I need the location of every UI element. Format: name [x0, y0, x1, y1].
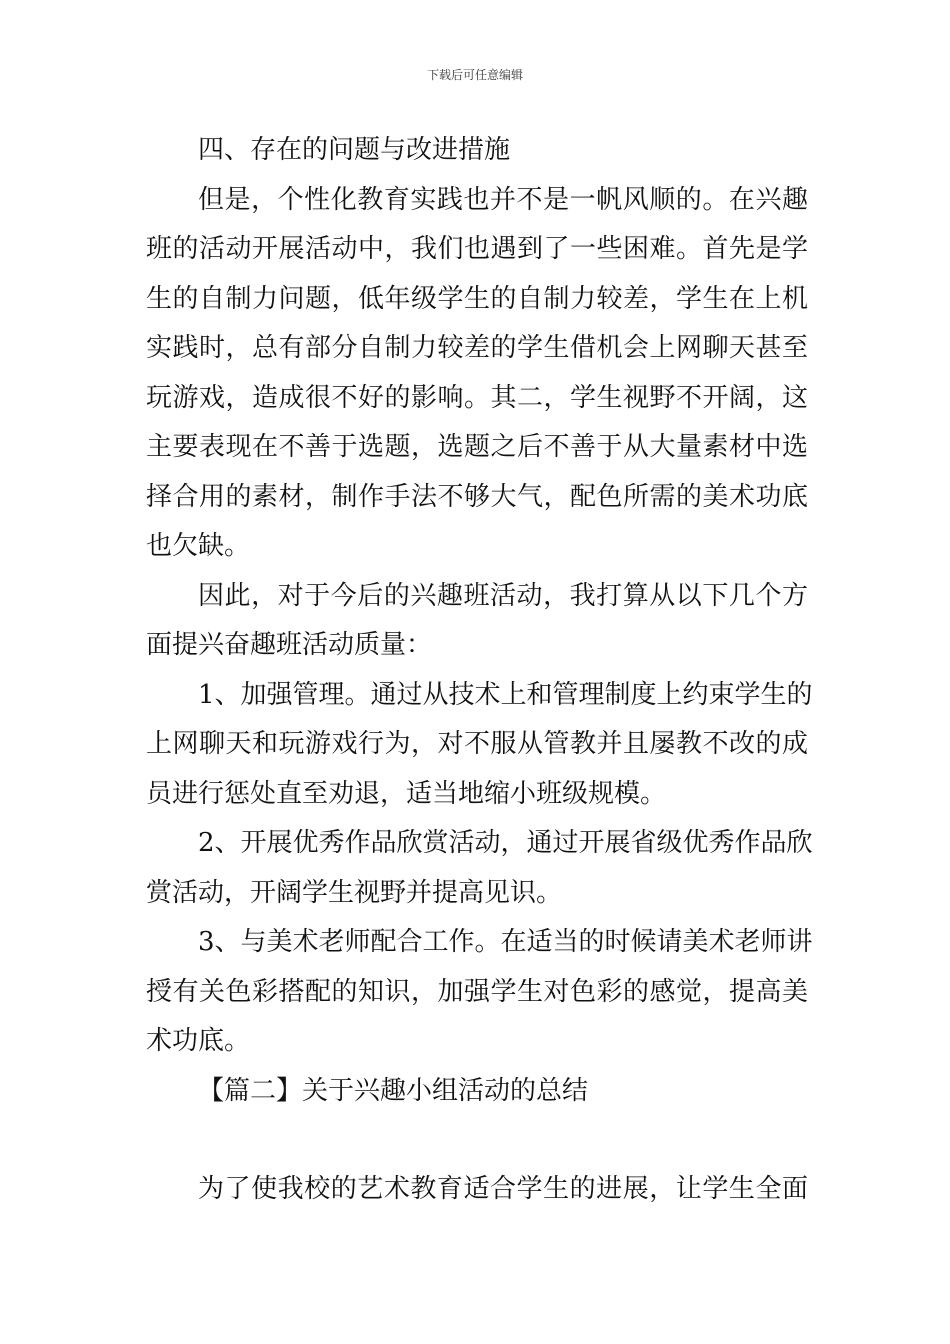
- paragraph-line: 术功底。: [146, 1026, 251, 1056]
- paragraph-line: 赏活动，开阔学生视野并提高见识。: [146, 877, 563, 908]
- paragraph-line: 1、加强管理。通过从技术上和管理制度上约束学生的: [198, 679, 813, 710]
- paragraph-line: 也欠缺。: [146, 531, 251, 561]
- list-item-management: [146, 675, 813, 824]
- page-header: 下载后可任意编辑: [426, 68, 523, 82]
- paragraph-line: 择合用的素材，制作手法不够大气，配色所需的美术功底: [146, 481, 808, 512]
- paragraph-line: 玩游戏，造成很不好的影响。其二，学生视野不开阔，这: [146, 382, 808, 413]
- part-two-heading: 【篇二】关于兴趣小组活动的总结: [198, 1075, 589, 1106]
- paragraph-line: 为了使我校的艺术教育适合学生的进展，让学生全面: [198, 1174, 808, 1204]
- paragraph-line: 面提兴奋趣班活动质量：: [146, 630, 433, 660]
- paragraph-line: 3、与美术老师配合工作。在适当的时候请美术老师讲: [198, 927, 813, 957]
- paragraph-line: 但是，个性化教育实践也并不是一帆风顺的。在兴趣: [198, 184, 808, 215]
- list-item-appreciation: [146, 823, 813, 922]
- paragraph-intro: [146, 1169, 808, 1219]
- paragraph-line: 实践时，总有部分自制力较差的学生借机会上网聊天甚至: [146, 333, 808, 363]
- paragraph-line: 上网聊天和玩游戏行为，对不服从管教并且屡教不改的成: [146, 729, 808, 759]
- paragraph-line: 2、开展优秀作品欣赏活动，通过开展省级优秀作品欣: [198, 828, 813, 858]
- paragraph-problems: [146, 180, 808, 576]
- paragraph-line: 员进行惩处直至劝退，适当地缩小班级规模。: [146, 778, 667, 809]
- paragraph-line: 因此，对于今后的兴趣班活动，我打算从以下几个方: [198, 580, 808, 611]
- paragraph-line: 班的活动开展活动中，我们也遇到了一些困难。首先是学: [146, 234, 808, 264]
- paragraph-line: 生的自制力问题，低年级学生的自制力较差，学生在上机: [146, 283, 808, 314]
- paragraph-line: 主要表现在不善于选题，选题之后不善于从大量素材中选: [146, 432, 808, 462]
- list-item-art-teacher: [146, 922, 813, 1071]
- paragraph-plan: [146, 576, 808, 675]
- paragraph-line: 授有关色彩搭配的知识，加强学生对色彩的感觉，提高美: [146, 976, 808, 1007]
- blank-line: [146, 1120, 808, 1169]
- section-heading: 四、存在的问题与改进措施: [198, 135, 511, 165]
- document-body: [146, 130, 813, 1219]
